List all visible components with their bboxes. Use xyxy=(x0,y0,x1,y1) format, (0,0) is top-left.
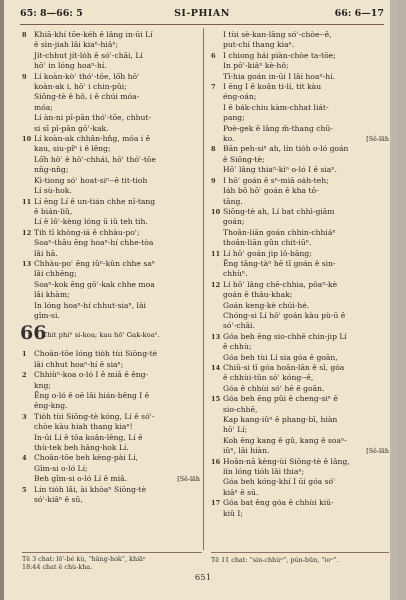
running-header xyxy=(20,8,384,24)
verse-line: Siōng-tè ah, Lí bat chhì-giām xyxy=(223,206,335,216)
verse-number: 1 xyxy=(22,350,27,359)
verse xyxy=(22,370,200,412)
selah-mark: [Sê-lāh xyxy=(177,475,200,484)
verse-line: Chhiùⁿ-koa o-ló I ê miâ ê êng- xyxy=(34,370,149,380)
verse-line: éng-oán; xyxy=(223,92,257,102)
verse-line: Ēng o-ló ê oē lâi hián-bêng I ê xyxy=(34,391,150,400)
verse-line: Góa ê chhùi sóʿ hē ê goān. xyxy=(223,383,325,393)
verse-number: 4 xyxy=(22,454,27,463)
verse-line: Iáh bô hōʿ goán ê kha tô- xyxy=(223,186,319,196)
continued-line: I tùi sè-kan-lâng sóʿ-chòe--ê, xyxy=(223,30,332,39)
verse xyxy=(22,134,200,196)
header-right-ref: 66: 6—17 xyxy=(334,8,384,19)
verse-line: goán; xyxy=(223,217,245,227)
verse-line: chhùⁿ. xyxy=(223,269,248,279)
verse-line: In pōʿ-kiâⁿ kè-hô; xyxy=(223,61,289,71)
verse-line: kiû I; xyxy=(223,508,243,518)
verse-number: 8 xyxy=(22,31,27,39)
verse-number: 2 xyxy=(22,371,27,380)
verse-line: Lí sù-hok. xyxy=(34,186,72,196)
verse-line: Kap kang-iûⁿ ê phang-bī, hiàn xyxy=(223,415,338,425)
verse-number: 13 xyxy=(22,259,32,268)
verse-number: 6 xyxy=(211,51,216,60)
verse-line: In-ūi Lí ê tōa koân-lêng, Lí ê xyxy=(34,432,143,442)
verse-line: Góa beh ēng sio-chhē chin-jip Lí xyxy=(223,331,347,341)
verse xyxy=(211,249,389,280)
verse xyxy=(211,176,389,207)
verse xyxy=(211,332,389,363)
verse xyxy=(22,453,200,484)
verse-line: ê sìn-jiah lâi kiaⁿ-hiâⁿ; xyxy=(34,40,119,50)
verse-line: Gîm-si o-ló Lí; xyxy=(34,463,88,473)
verse-line: Chiū-si tī góa hoân-lān ê sî, góa xyxy=(223,363,345,372)
verse-line: hōʿ in lóng hoaⁿ-hí. xyxy=(34,61,107,71)
page-number: 651 xyxy=(194,573,212,583)
verse-line: lín lóng tio̍h lâi thiaⁿ; xyxy=(223,467,305,477)
verse-line: Góa beh tùi Lí sia góa ê goān, xyxy=(223,352,338,362)
verse-line: Thoân-liān goán chhin-chhiáⁿ xyxy=(223,227,336,237)
selah-mark: [Sê-lāh xyxy=(366,447,389,456)
right-column xyxy=(211,30,389,519)
verse-line: Lí ēng Lí ê un-tián chhe nî-tang xyxy=(34,196,156,206)
verse-line: thoân-liān gûn chit-iūⁿ. xyxy=(223,238,312,248)
verse-line: Chhàu-poʿ ēng iûⁿ-kûn chhe saⁿ xyxy=(34,258,156,268)
verse-line: ê chhù; xyxy=(223,342,252,352)
verse-number: 16 xyxy=(211,457,221,466)
verse-number: 11 xyxy=(211,249,221,258)
verse-number: 9 xyxy=(22,72,27,81)
verse-line: Poè-gek ê lâng m̄-thang chū- xyxy=(223,123,333,133)
verse-line: lâi hā. xyxy=(34,248,58,258)
verse-line: I ê bák-chiu kàm-chhat liát- xyxy=(223,102,329,112)
verse-line: Tio̍h tùi Siōng-tè kóng, Lí ê sóʿ- xyxy=(34,411,155,421)
verse-line: Koh ēng kang ê gû, kang ê soaⁿ- xyxy=(223,435,347,445)
verse xyxy=(22,349,200,370)
verse-line: sóʿ-kiâⁿ ê sū, xyxy=(34,495,83,505)
footnote-line: Tē 11 chat: “sin-chhùⁿ”, pún-būn, “ioⁿ”. xyxy=(211,556,339,564)
verse-line: Góa bat ēng góa ê chhùi kiû- xyxy=(223,498,334,508)
left-column xyxy=(22,30,200,505)
header-left-ref: 65: 8—66: 5 xyxy=(20,8,83,19)
verse-line: nn̄g-nn̄g; xyxy=(34,165,69,175)
verse xyxy=(211,498,389,519)
left-footnote xyxy=(22,555,202,572)
verse-line: Góa beh kóng-khí I ūi góa sóʿ xyxy=(223,477,336,487)
verse-line: Choân-tōe beh kèng-pài Lí, xyxy=(34,453,138,463)
verse-number: 14 xyxy=(211,364,221,372)
verse xyxy=(22,30,200,72)
verse-number: 10 xyxy=(211,207,221,216)
page-edge xyxy=(390,0,398,600)
verse xyxy=(211,394,389,456)
verse-line: Lí koàn-kòʿ thóʿ-tōe, lō͘h hōʿ xyxy=(34,71,140,81)
verse-line: Khiā-khí tōe-kéh ê lâng in-ūi Lí xyxy=(34,30,153,39)
verse-line: Kì-tiong sóʿ hoat-siⁿ--ê tit-tioh xyxy=(34,175,148,185)
verse-line: goán ê thâu-khak; xyxy=(223,290,293,300)
verse xyxy=(22,72,200,134)
verse-line: Jít-chhut jít-lo̍h ê sóʿ-chāi, Lí xyxy=(34,50,143,60)
right-footnote-rule xyxy=(211,552,389,553)
chapter-superscription: Chit phiⁿ si-koa; kau hōʿ Gak-koaⁿ. xyxy=(42,331,160,340)
left-footnote-rule xyxy=(22,552,202,553)
verse-line: gîm-si. xyxy=(34,310,60,320)
verse-line: Lí koàn-ak chhân-hn̂g, móa i ê xyxy=(34,134,151,144)
verse-number: 13 xyxy=(211,332,221,341)
verse-line: Hoân-nā kèng-ùi Siōng-tè ê lâng, xyxy=(223,456,350,466)
verse-number: 10 xyxy=(22,135,32,144)
verse-line: Beh gîm-si o-ló Lí ê miâ. [Sê-lāh xyxy=(34,474,200,484)
verse xyxy=(22,197,200,228)
verse xyxy=(211,144,389,175)
verse-line: thù-tek beh hāng-hok Lí. xyxy=(34,443,129,453)
verse-line: tāng. xyxy=(223,196,243,206)
chapter-heading xyxy=(20,322,200,346)
verse-line: ê chhùi-tûn sóʿ kóng--ê, xyxy=(223,373,314,383)
verse-line: I chiong hái piàn-chòe ta-tōe; xyxy=(223,50,336,60)
verse-line: Lí hōʿ goán jip lô-bāng; xyxy=(223,248,312,258)
header-book-title: SI-PHIAN xyxy=(174,8,230,19)
header-rule xyxy=(20,24,384,25)
verse-line: Soaⁿ-thâu ēng hoaⁿ-hí chhe-tòa xyxy=(34,238,154,248)
verse-line: kiâⁿ ê sū. xyxy=(223,487,259,497)
verse xyxy=(22,228,200,259)
verse-line: lâi chhēng; xyxy=(34,269,77,279)
verse-line: iûⁿ, lâi hiàn. [Sê-lāh xyxy=(223,446,389,456)
verse-line: Lō͘h hōʿ ê hōʿ-chhái, hōʿ thóʿ-tōe xyxy=(34,154,156,164)
verse-line: ê bián-liû, xyxy=(34,206,73,216)
verse-line: I ēng I ê koân ti-lí, tit kàu xyxy=(223,82,322,92)
verse-line: Lí ê lōʿ-kèng lóng ū iû teh tih. xyxy=(34,217,148,227)
verse-line: Siōng-tè ê hô, i ê chúi móa- xyxy=(34,92,140,102)
verse-line: Ēng tāng-tàⁿ hē tī goán ê sin- xyxy=(223,258,336,268)
verse-line: Tih tī khòng-iá ê chhàu-poʿ; xyxy=(34,227,140,237)
footnote-line: 18:44 chat ê chù-kha. xyxy=(22,563,93,572)
selah-mark: [Sê-lāh xyxy=(366,135,389,144)
right-footnote xyxy=(211,556,389,564)
chapter-number: 66 xyxy=(20,322,47,345)
verse-line: si sī pī-pān gōʿ-kak. xyxy=(34,123,109,133)
verse-line: Chóng-si Lí hōʿ goán kàu pù-ū ê xyxy=(223,310,346,320)
verse-line: Tī-hia goán in-ūi I lâi hoaⁿ-hí. xyxy=(223,71,335,81)
verse-line: Góa beh ēng pûi ê cheng-siⁿ ê xyxy=(223,394,338,404)
verse-line: ko. [Sê-lāh xyxy=(223,134,389,144)
verse-line: lâi khàm; xyxy=(34,290,70,300)
verse-line: Lí hōʿ lâng chē-chhia, pôaⁿ-kè xyxy=(223,279,338,289)
verse-line: kng; xyxy=(34,380,51,390)
verse-number: 11 xyxy=(22,197,32,206)
verse-number: 9 xyxy=(211,176,216,185)
verse xyxy=(211,82,389,144)
verse xyxy=(211,207,389,249)
verse xyxy=(211,363,389,394)
verse xyxy=(211,457,389,499)
verse-number: 3 xyxy=(22,412,27,421)
verse-line: Hōʿ lâng thiaⁿ-kìⁿ o-ló I ê siaⁿ. xyxy=(223,165,337,175)
verse-line: móa; xyxy=(34,102,53,112)
verse-line: Lín tio̍h lâi, ài khòaⁿ Siōng-tè xyxy=(34,484,147,494)
verse xyxy=(22,485,200,506)
verse xyxy=(211,280,389,332)
verse-number: 17 xyxy=(211,499,221,508)
verse xyxy=(22,412,200,454)
verse-line: pang; xyxy=(223,113,245,123)
verse-line: Choân-tōe lóng tio̍h tùi Siōng-tè xyxy=(34,349,158,359)
verse-line: êng-kng. xyxy=(34,401,68,411)
column-divider xyxy=(203,28,204,550)
verse-line: hōʿ Lí; xyxy=(223,425,248,435)
verse-line: Lí àn-ni pī-pān thóʿ-tōe, chhut- xyxy=(34,113,152,123)
verse xyxy=(22,259,200,321)
verse-line: Goán keng-kè chúi-hé. xyxy=(223,300,310,310)
verse xyxy=(211,51,389,82)
verse-line: koàn-ak i, hōʿ i chin-pûi; xyxy=(34,82,127,92)
verse-number: 12 xyxy=(211,280,221,289)
verse-line: sio-chhē, xyxy=(223,404,258,414)
verse-number: 7 xyxy=(211,83,216,92)
verse-line: Bān peh-siⁿ ah, lín tio̍h o-ló goán xyxy=(223,144,349,154)
verse-line: kau, siu-pîⁿ i ê lêng; xyxy=(34,144,111,154)
continued-line: put-chí thang kiaⁿ. xyxy=(223,40,295,50)
verse-line: sóʿ-chāi. xyxy=(223,321,255,331)
verse-number: 15 xyxy=(211,395,221,404)
verse-line: lâi chhut hoaⁿ-hí ê siaⁿ; xyxy=(34,359,124,369)
verse-line: In lóng hoaⁿ-hí chhut-siaⁿ, lâi xyxy=(34,300,146,310)
verse-line: ê Siōng-tè; xyxy=(223,154,265,164)
verse-line: Soaⁿ-kok ēng gōʿ-kak chhe moa xyxy=(34,279,155,289)
verse-number: 5 xyxy=(22,485,27,494)
footnote-line: Tē 3 chat: lōʿ-bé kù, “hāng-hok”, khiāⁿ xyxy=(22,555,146,563)
verse-line: I hōʿ goán ê sⁿ-miā oa̍h-teh; xyxy=(223,175,329,185)
verse-number: 8 xyxy=(211,145,216,154)
verse-line: chòe kàu hiah thang kiaⁿ! xyxy=(34,422,133,432)
verse-number: 12 xyxy=(22,228,32,237)
